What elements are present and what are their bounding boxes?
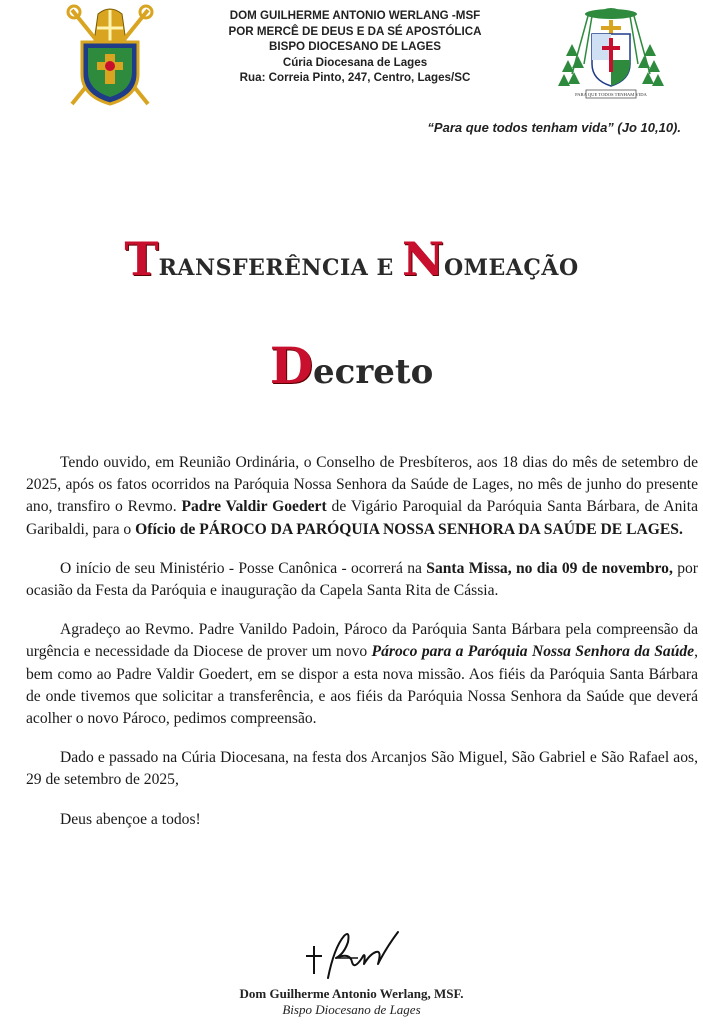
handwritten-signature-icon <box>300 928 410 982</box>
decree-body <box>26 452 698 848</box>
title-initial-t: T <box>124 232 159 286</box>
decree-initial: D <box>269 336 314 395</box>
document-title <box>0 232 703 286</box>
signer-name: Dom Guilherme Antonio Werlang, MSF. <box>239 986 464 1001</box>
letterhead-address: Rua: Correia Pinto, 247, Centro, Lages/SC <box>239 71 471 85</box>
p1-office: Ofício de PÁROCO DA PARÓQUIA NOSSA SENHORA DA SAÚDE DE LAGES. <box>135 520 683 538</box>
signer-role: Bispo Diocesano de Lages <box>282 1002 421 1017</box>
letterhead <box>170 8 540 86</box>
title-transferencia: RANSFERÊNCIA E <box>158 255 402 281</box>
paragraph-transfer <box>26 452 698 541</box>
decree-rest: ecreto <box>313 352 434 392</box>
p3-text: Agradeço ao Revmo. Padre Vanildo Padoin, Pároco da Paróquia Santa Bárbara pela compreensão da urgência e necessidade da Diocese de prover um novo <box>26 621 698 661</box>
motto: “Para que todos tenham vida” (Jo 10,10). <box>427 120 681 135</box>
episcopal-coat-of-arms-icon <box>556 4 666 102</box>
p1-text: Tendo ouvido, em Reunião Ordinária, o Conselho de Presbíteros, aos 18 dias do mês de setembro de 2025, após os fatos ocorridos na Paróquia Nossa Senhora da Saúde de Lages, no mês de junho do presente ano, transfiro o Revmo. <box>26 454 698 516</box>
p2-mass-date: Santa Missa, no dia 09 de novembro, <box>426 559 673 577</box>
paragraph-dated: Dado e passado na Cúria Diocesana, na festa dos Arcanjos São Miguel, São Gabriel e São Rafael aos, 29 de setembro de 2025, <box>26 749 698 789</box>
p2-text-2: por ocasião da Festa da Paróquia e inauguração da Capela Santa Rita de Cássia. <box>26 559 699 600</box>
p1-priest-name: Padre Valdir Goedert <box>181 498 327 516</box>
p1-text-2: de Vigário Paroquial da Paróquia Santa Bárbara, de Anita Garibaldi, para o <box>26 498 698 538</box>
paragraph-blessing: Deus abençoe a todos! <box>60 810 201 828</box>
p3-parish: Pároco para a Paróquia Nossa Senhora da Saúde <box>371 643 695 661</box>
seal-ribbon-text: PARA QUE TODOS TENHAM VIDA <box>575 92 647 97</box>
letterhead-bishop-name: DOM GUILHERME ANTONIO WERLANG -MSF <box>229 9 481 22</box>
letterhead-mercy-line: POR MERCÊ DE DEUS E DA SÉ APOSTÓLICA <box>228 24 482 38</box>
title-initial-n: N <box>401 232 445 286</box>
letterhead-bishop-title: BISPO DIOCESANO DE LAGES <box>269 40 441 54</box>
paragraph-ministry-start <box>26 558 698 602</box>
paragraph-thanks <box>26 619 698 730</box>
p2-text: O início de seu Ministério - Posse Canônica - ocorrerá na <box>60 559 427 577</box>
title-nomeacao: OMEAÇÃO <box>444 255 579 281</box>
diocese-coat-of-arms-icon <box>64 4 156 108</box>
p3-text-2: , bem como ao Padre Valdir Goedert, em se dispor a esta nova missão. Aos fiéis da Paróquia Santa Bárbara de onde tivemos que solicitar a transferência, e aos fiéis da Paróquia Nossa Senhora da Saúde que deverá acolher o novo Pároco, pedimos compreensão. <box>26 643 698 728</box>
decree-heading <box>0 336 703 395</box>
letterhead-curia: Cúria Diocesana de Lages <box>282 55 428 69</box>
